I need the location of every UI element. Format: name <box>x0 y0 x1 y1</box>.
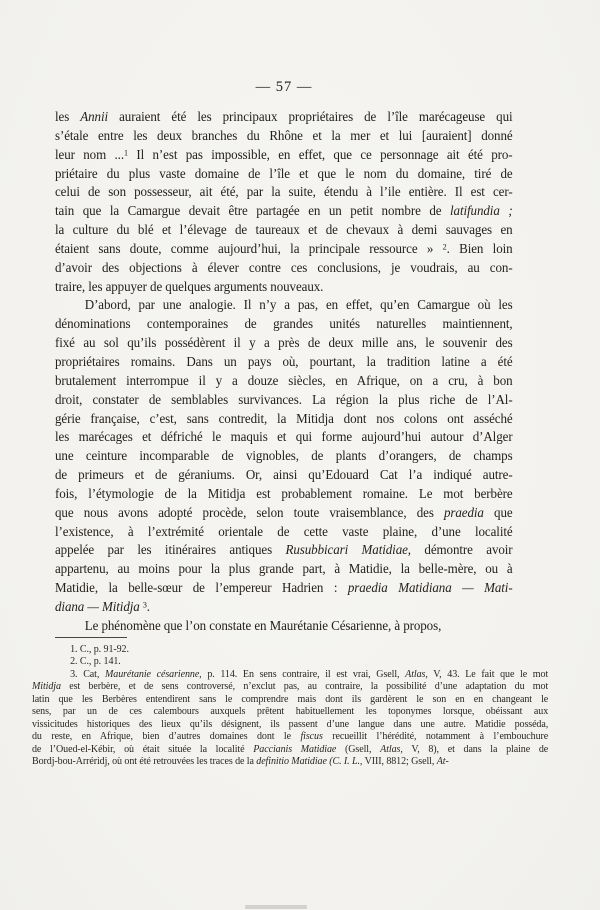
footnote-rule <box>55 637 127 638</box>
body-line: priétaire du plus vaste domaine de l’île et que le nom du domaine, tiré de <box>55 166 513 182</box>
body-line: diana — Mitidja $^3$. <box>55 599 150 615</box>
footnote-line: Bordj-bou-Arréridj, où ont été retrouvées les traces de la definitio Matidiae (C. I. L., VIII, 8812; Gsell, At- <box>32 754 449 767</box>
body-line: dénominations contemporaines de grandes unités naturelles maintiennent, <box>55 317 513 333</box>
footnote-line: 3. Cat, Maurétanie césarienne, p. 114. En sens contraire, il est vrai, Gsell, Atlas, V, 43. Le fait que le mot <box>70 667 549 680</box>
body-line: leur nom ...$^1$ Il n’est pas impossible, en effet, que ce personnage ait été pro- <box>55 147 513 163</box>
body-line: celui de son possesseur, ait été, par la suite, étendu à l’ile entière. Il est cer- <box>55 185 513 201</box>
body-line: d’avoir des objections à élever contre ces conclusions, je voudrais, au con- <box>55 260 513 276</box>
body-line: propriétaires romains. Dans un pays où, pourtant, la tradition latine a été <box>55 354 513 370</box>
footnote-line: du reste, en Afrique, bien d’autres domaines dont le fiscus recueillit l’hérédité, notamment à l’embouchure <box>32 730 549 743</box>
page-number: — 57 — <box>255 79 313 95</box>
footnotes-block <box>32 643 548 767</box>
body-line: la culture du blé et l’élevage de taureaux et de chevaux à demi sauvages en <box>55 223 513 239</box>
body-line: droit, constater de semblables survivances. La région la plus riche de l’Al- <box>55 392 513 408</box>
body-line: les Annii auraient été les principaux propriétaires de l’île marécageuse qui <box>55 110 513 125</box>
body-line: fixé au sol qu’ils possédèrent il y a près de deux mille ans, le souvenir des <box>55 336 513 352</box>
footnote-line: 2. C., p. 141. <box>70 655 121 668</box>
body-line: que nous avons adopté procède, selon toute vraisemblance, des praedia que <box>55 505 513 521</box>
footnote-line: Mitidja est berbère, et de sens controversé, n’exclut pas, au contraire, la possibilité d’une adaptation du mot <box>32 680 549 693</box>
footnote-line: vissicitudes historiques des lieux qu’ils désignent, ils passent d’une langue dans une autre. Matidie posséda, <box>32 717 549 730</box>
body-text <box>55 109 513 637</box>
body-line: Le phénomène que l’on constate en Maurétanie Césarienne, à propos, <box>84 618 442 634</box>
body-line: D’abord, par une analogie. Il n’y a pas, en effet, qu’en Camargue où les <box>84 298 513 314</box>
body-line: s’étale entre les deux branches du Rhône et la mer et lui [auraient] donné <box>55 128 513 144</box>
body-line: de primeurs et de géraniums. Or, ainsi qu’Edouard Cat l’a indiqué autre- <box>55 468 513 484</box>
footnote-line: sens, par un de ces calembours auxquels prêtent habituellement les toponymes lorsque, obéissant aux <box>32 705 549 718</box>
body-line: fois, l’étymologie de la Mitidja est probablement romaine. Le mot berbère <box>55 486 513 502</box>
body-line: gérie française, c’est, sans contredit, la Mitidja dont nos colons ont asséché <box>55 411 513 427</box>
body-line: appartenu, au moins pour la plus grande part, à Matidie, la belle-mère, ou à <box>55 562 513 578</box>
scan-smudge-mark <box>245 905 307 909</box>
body-line: traire, les appuyer de quelques arguments nouveaux. <box>55 279 324 295</box>
body-line: l’existence, à l’extrémité orientale de cette vaste plaine, d’une localité <box>55 524 513 540</box>
body-line: étaient sans doute, comme aujourd’hui, la principale ressource » $^2$. Bien loin <box>55 241 513 257</box>
body-line: appelée par les itinéraires antiques Rusubbicari Matidiae, démontre avoir <box>55 543 513 559</box>
body-line: une ceinture incomparable de vignobles, de plants d’orangers, de champs <box>55 449 513 465</box>
body-line: les marécages et défriché le maquis et qui forme aujourd’hui autour d’Alger <box>55 430 513 446</box>
footnote-line: de l’Oued-el-Kébir, où était située la localité Paccianis Matidiae (Gsell, Atlas, V, 8), et dans la plaine de <box>32 742 549 755</box>
body-line: tain que la Camargue devait être partagée en un petit nombre de latifundia ; <box>55 204 513 220</box>
footnote-line: latin que les Berbères entendirent sans le comprendre mais dont ils gardèrent le son en en changeant le <box>32 692 549 705</box>
footnote-line: 1. C., p. 91-92. <box>70 643 129 655</box>
body-line: Matidie, la belle-sœur de l’empereur Hadrien : praedia Matidiana — Mati- <box>55 581 513 597</box>
body-line: brutalement interrompue il y a douze siècles, en Afrique, on a cru, à bon <box>55 373 513 389</box>
